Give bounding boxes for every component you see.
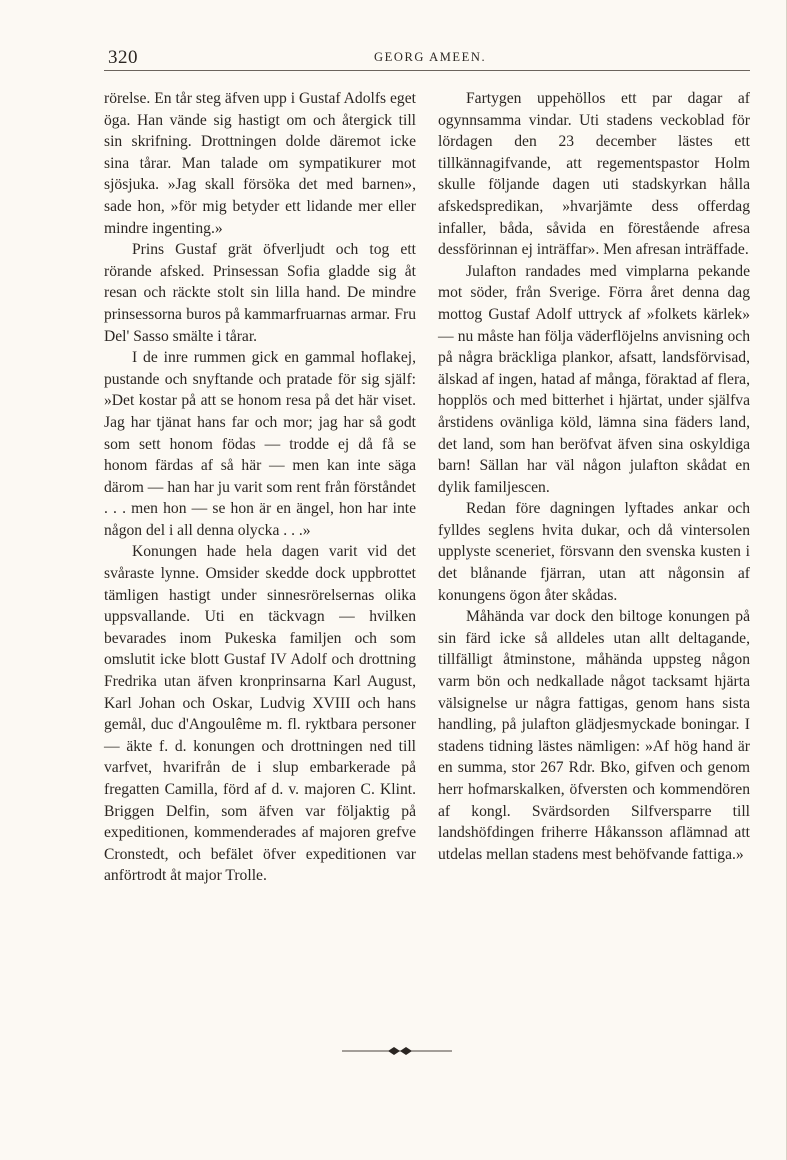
running-head: GEORG AMEEN. <box>374 50 487 64</box>
header-rule <box>104 70 750 71</box>
paragraph: Prins Gustaf grät öfverljudt och tog ett rörande afsked. Prinsessan Sofia gladde sig åt resan och räckte stolt sin lilla hand. De mindre prinsessorna buros på kammarfruarnas armar. Fru Del' Sasso smälte i tårar. <box>104 241 416 345</box>
paragraph: Redan före dagningen lyftades ankar och fylldes seglens hvita dukar, och då vintersolen upplyste sceneriet, försvann den svenska kusten i det blånande fjärran, utan att någonsin af konungens ögon åter skådas. <box>438 500 750 604</box>
page-number: 320 <box>108 47 138 68</box>
paragraph: Måhända var dock den biltoge konungen på sin färd icke så alldeles utan allt deltagande, tillfälligt åtminstone, måhända uppsteg någon varm bön och nedkallade något tacksamt hjärta välsignelse ur några fattigas, genom hans sista handling, på julafton glädjesmyckade boningar. I stadens tidning lästes nämligen: »Af hög hand är en summa, stor 267 Rdr. Bko, gifven och genom herr hofmarskalken, öfversten och kommendören af kongl. Svärdsorden Silfversparre till landshöfdingen friherre Håkansson aflämnad att utdelas mellan stadens mest behöfvande fattiga.» <box>438 608 750 863</box>
paragraph: rörelse. En tår steg äfven upp i Gustaf Adolfs eget öga. Han vände sig hastigt om och återgick till sin skrifning. Drottningen dolde däremot icke sina tårar. Man talade om sympatikurer mot sjösjuka. »Jag skall försöka det med barnen», sade hon, »för mig betyder ett lidande mer eller mindre ingenting.» <box>104 90 416 237</box>
end-of-chapter-ornament-icon <box>342 1044 452 1058</box>
paragraph: I de inre rummen gick en gammal hoflakej, pustande och snyftande och pratade för sig själf: »Det kostar på att se honom resa på det här viset. Jag har tjänat hans far och mor; jag har så godt som sett honom födas — trodde ej då få se honom färdas af så här — men kan inte säga därom — han har ju varit som rent från förståndet . . . men hon — se hon är en ängel, hon har inte någon del i all denna olycka . . .» <box>104 349 416 539</box>
page-header <box>104 44 750 74</box>
paragraph: Konungen hade hela dagen varit vid det svåraste lynne. Omsider skedde dock uppbrottet tämligen hastigt under sinnesrörelsernas olika uppsvallande. Uti en täckvagn — hvilken bevarades inom Pukeska familjen och som omslutit icke blott Gustaf IV Adolf och drottning Fredrika utan äfven kronprinsarna Karl August, Karl Johan och Oskar, Ludvig XVIII och hans gemål, duc d'Angoulême m. fl. ryktbara personer — äkte f. d. konungen och drottningen ned till varfvet, hvarifrån de i slup embarkerade på fregatten Camilla, förd af d. v. majoren C. Klint. Briggen Delfin, som äfven var följaktig på expeditionen, kommenderades af majoren grefve Cronstedt, och befälet öfver expeditionen var anförtrodt åt major Trolle. <box>104 543 416 885</box>
left-column <box>104 88 416 887</box>
right-column <box>438 88 750 865</box>
paragraph: Fartygen uppehöllos ett par dagar af ogynnsamma vindar. Uti stadens veckoblad för lördagen den 23 december lästes ett tillkännagifvande, att regementspastor Holm skulle följande dagen uti stadskyrkan hålla afskedspredikan, »hvarjämte dess offerdag infaller, båda, såvida en förestående afresa dessförinnan ej inträffar». Men afresan inträffade. <box>438 90 750 259</box>
paragraph: Julafton randades med vimplarna pekande mot söder, från Sverige. Förra året denna dag mottog Gustaf Adolf uttryck af »folkets kärlek» — nu måste han följa väderflöjelns anvisning och på några bräckliga plankor, afsatt, landsförvisad, älskad af ingen, hatad af många, föraktad af flera, hopplös och med bitterhet i hjärtat, under själfva årstidens ovänliga köld, lämna sina fäders land, det land, som han beröfvat äfven sina oskyldiga barn! Sällan har väl någon julafton skådat en dylik familjescen. <box>438 262 750 496</box>
